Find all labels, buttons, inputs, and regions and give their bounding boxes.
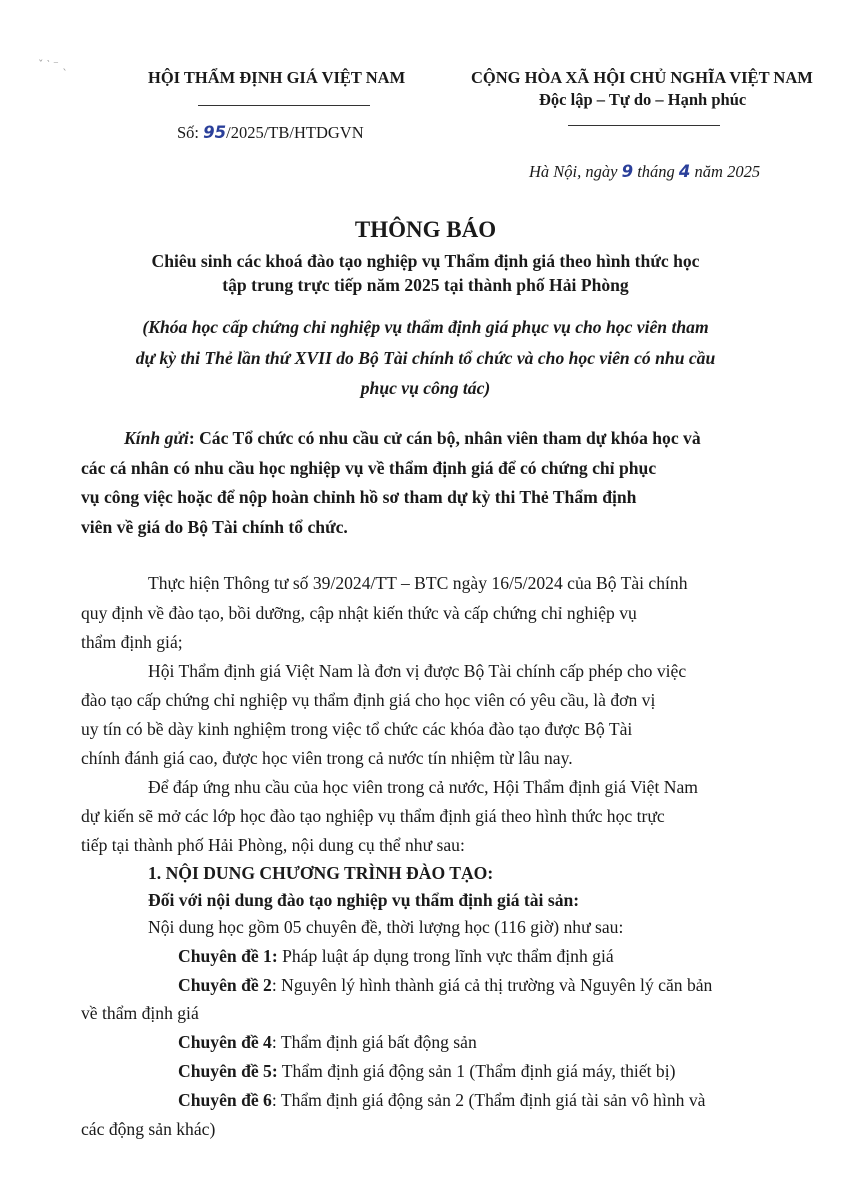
p2-line-4: chính đánh giá cao, được học viên trong cả nước tín nhiệm từ lâu nay. — [81, 748, 573, 768]
topic-4-text: : Thẩm định giá bất động sản — [271, 1032, 477, 1052]
topic-1-text: Pháp luật áp dụng trong lĩnh vực thẩm định giá — [277, 946, 614, 966]
section-1-heading: 1. NỘI DUNG CHƯƠNG TRÌNH ĐÀO TẠO: — [148, 863, 494, 883]
recipient-line-3: vụ công việc hoặc để nộp hoàn chỉnh hồ sơ tham dự kỳ thi Thẻ Thẩm định — [81, 487, 637, 507]
subtitle-line-2: tập trung trực tiếp năm 2025 tại thành phố Hải Phòng — [222, 275, 629, 295]
subtitle-line-1: Chiêu sinh các khoá đào tạo nghiệp vụ Thẩm định giá theo hình thức học — [151, 251, 700, 271]
date-day-handwritten: 9 — [621, 162, 634, 181]
country-name: CỘNG HÒA XÃ HỘI CHỦ NGHĨA VIỆT NAM — [471, 68, 813, 87]
p1-line-1: Thực hiện Thông tư số 39/2024/TT – BTC ngày 16/5/2024 của Bộ Tài chính — [148, 573, 688, 593]
note-line-2: dự kỳ thi Thẻ lần thứ XVII do Bộ Tài chính tổ chức và cho học viên có nhu cầu — [135, 348, 716, 368]
motto-underline — [568, 125, 720, 126]
topic-5-label: Chuyên đề 5: — [178, 1061, 278, 1081]
date-month-handwritten: 4 — [678, 162, 691, 181]
section-1-subheading: Đối với nội dung đào tạo nghiệp vụ thẩm định giá tài sản: — [148, 890, 580, 910]
p3-line-3: tiếp tại thành phố Hải Phòng, nội dung cụ thể như sau: — [81, 835, 465, 855]
recipient-label: Kính gửi — [124, 428, 189, 448]
recipient-text-1: : Các Tổ chức có nhu cầu cử cán bộ, nhân viên tham dự khóa học và — [188, 428, 701, 448]
p3-line-1: Để đáp ứng nhu cầu của học viên trong cả nước, Hội Thẩm định giá Việt Nam — [148, 777, 698, 797]
topic-2-label: Chuyên đề 2 — [178, 975, 272, 995]
p2-line-2: đào tạo cấp chứng chỉ nghiệp vụ thẩm định giá cho học viên có yêu cầu, là đơn vị — [81, 690, 656, 710]
topic-2-continuation: về thẩm định giá — [81, 1003, 199, 1023]
recipient-line-1 — [124, 428, 701, 449]
date-suffix: năm 2025 — [690, 162, 761, 181]
recipient-line-2: các cá nhân có nhu cầu học nghiệp vụ về thẩm định giá để có chứng chỉ phục — [81, 458, 657, 478]
topic-6-text: : Thẩm định giá động sản 2 (Thẩm định giá tài sản vô hình và — [271, 1090, 706, 1110]
topic-5-text: Thẩm định giá động sản 1 (Thẩm định giá máy, thiết bị) — [277, 1061, 676, 1081]
recipient-line-4: viên về giá do Bộ Tài chính tổ chức. — [81, 517, 348, 537]
note-line-1: (Khóa học cấp chứng chỉ nghiệp vụ thẩm định giá phục vụ cho học viên tham — [142, 317, 709, 337]
date-mid: tháng — [633, 162, 679, 181]
topic-2-text: : Nguyên lý hình thành giá cả thị trường và Nguyên lý căn bản — [271, 975, 713, 995]
p2-line-1: Hội Thẩm định giá Việt Nam là đơn vị được Bộ Tài chính cấp phép cho việc — [148, 661, 687, 681]
scan-mark: ˇ ‵ ⁻ ˎ — [38, 58, 68, 71]
section-1-intro: Nội dung học gồm 05 chuyên đề, thời lượng học (116 giờ) như sau: — [148, 917, 624, 937]
p1-line-2: quy định về đào tạo, bồi dưỡng, cập nhật kiến thức và cấp chứng chỉ nghiệp vụ — [81, 603, 637, 623]
topic-5 — [178, 1061, 675, 1082]
topic-1 — [178, 946, 614, 967]
doc-title: THÔNG BÁO — [354, 217, 497, 242]
doc-number-prefix: Số: — [177, 123, 204, 142]
p2-line-3: uy tín có bề dày kinh nghiệm trong việc tổ chức các khóa đào tạo được Bộ Tài — [81, 719, 633, 739]
org-name: HỘI THẨM ĐỊNH GIÁ VIỆT NAM — [148, 68, 406, 87]
p1-line-3: thẩm định giá; — [81, 632, 183, 652]
topic-6-label: Chuyên đề 6 — [178, 1090, 272, 1110]
org-underline — [198, 105, 370, 106]
topic-6-continuation: các động sản khác) — [81, 1119, 216, 1139]
topic-1-label: Chuyên đề 1: — [178, 946, 278, 966]
p3-line-2: dự kiến sẽ mở các lớp học đào tạo nghiệp vụ thẩm định giá theo hình thức học trực — [81, 806, 665, 826]
topic-2 — [178, 975, 712, 996]
date-prefix: Hà Nội, ngày — [529, 162, 622, 181]
note-line-3: phục vụ công tác) — [360, 378, 491, 398]
topic-6 — [178, 1090, 705, 1111]
date-line — [529, 162, 760, 182]
topic-4-label: Chuyên đề 4 — [178, 1032, 272, 1052]
doc-number-suffix: /2025/TB/HTDGVN — [226, 123, 364, 142]
doc-number — [177, 123, 364, 143]
topic-4 — [178, 1032, 477, 1053]
doc-number-handwritten: 95 — [203, 123, 227, 142]
motto: Độc lập – Tự do – Hạnh phúc — [539, 90, 747, 109]
